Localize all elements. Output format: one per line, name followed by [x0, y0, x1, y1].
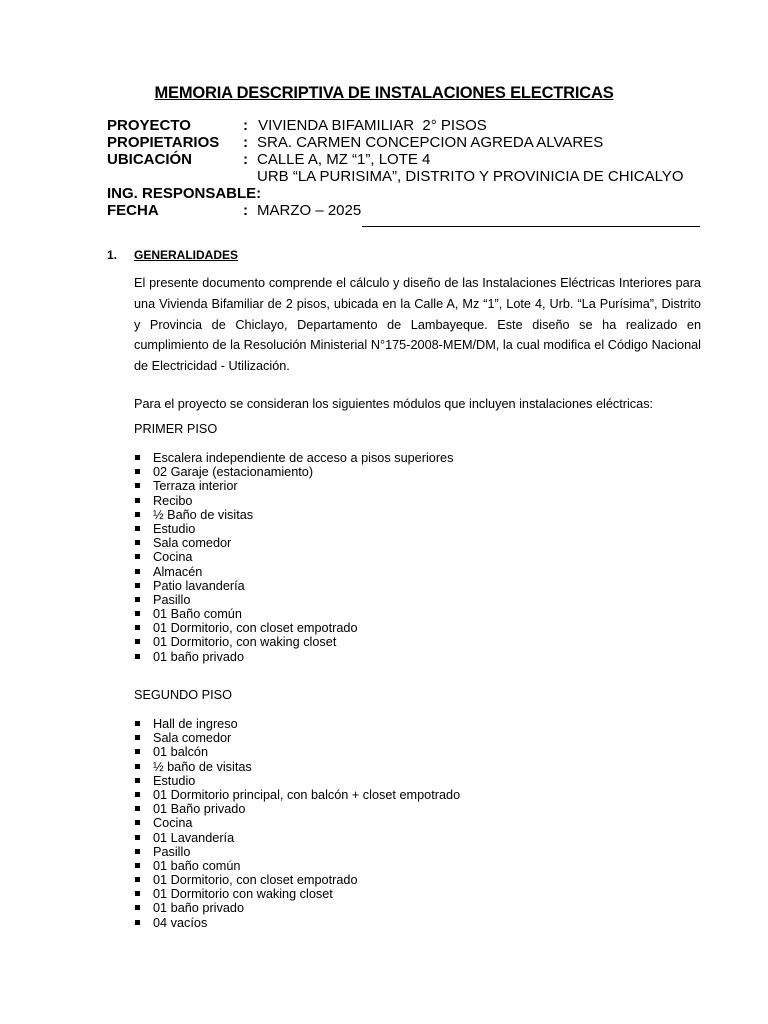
list-item-text: 01 baño privado: [153, 649, 244, 664]
info-row-proyecto: [107, 117, 727, 134]
info-row-propietarios: [107, 134, 727, 151]
bullet-icon: [135, 625, 140, 630]
list-item-text: 02 Garaje (estacionamiento): [153, 465, 314, 480]
section-number: 1.: [107, 248, 118, 262]
modules-intro-paragraph: Para el proyecto se consideran los siguientes módulos que incluyen instalaciones eléctricas:: [134, 397, 654, 411]
bullet-icon: [135, 554, 140, 559]
ing-responsable-label: ING. RESPONSABLE:: [107, 185, 262, 202]
list-item-text: Pasillo: [153, 592, 191, 607]
info-row-ubicacion: [107, 151, 727, 168]
bullet-icon: [135, 849, 140, 854]
list-item-text: 01 baño privado: [153, 901, 244, 916]
fecha-separator: :: [243, 202, 248, 219]
list-item-text: 01 balcón: [153, 745, 209, 760]
bullet-icon: [135, 455, 140, 460]
bullet-icon: [135, 877, 140, 882]
propietarios-value: SRA. CARMEN CONCEPCION AGREDA ALVARES: [257, 134, 604, 151]
bullet-icon: [135, 806, 140, 811]
header-divider: [362, 226, 700, 227]
bullet-icon: [135, 654, 140, 659]
ubicacion-label: UBICACIÓN: [107, 151, 192, 168]
bullet-icon: [135, 721, 140, 726]
proyecto-value: VIVIENDA BIFAMILIAR 2° PISOS: [254, 117, 487, 134]
bullet-icon: [135, 540, 140, 545]
bullet-icon: [135, 611, 140, 616]
bullet-icon: [135, 597, 140, 602]
list-item-text: Cocina: [153, 550, 193, 565]
bullet-icon: [135, 526, 140, 531]
section-title: GENERALIDADES: [134, 248, 239, 262]
info-row-ubicacion-2: [107, 168, 727, 185]
bullet-icon: [135, 835, 140, 840]
list-item-text: 01 Dormitorio principal, con balcón + closet empotrado: [153, 787, 461, 802]
list-item-text: 04 vacíos: [153, 915, 208, 930]
bullet-icon: [135, 749, 140, 754]
bullet-icon: [135, 735, 140, 740]
bullet-icon: [135, 778, 140, 783]
proyecto-label: PROYECTO: [107, 117, 191, 134]
bullet-icon: [135, 469, 140, 474]
proyecto-separator: :: [243, 117, 248, 134]
propietarios-label: PROPIETARIOS: [107, 134, 220, 151]
list-item-text: Almacén: [153, 564, 203, 579]
list-item-text: Terraza interior: [153, 479, 238, 494]
fecha-value: MARZO – 2025: [257, 202, 362, 219]
ubicacion-value: CALLE A, MZ “1”, LOTE 4: [257, 151, 431, 168]
list-item-text: 01 Dormitorio, con closet empotrado: [153, 621, 358, 636]
list-item-text: Estudio: [153, 521, 196, 536]
bullet-icon: [135, 639, 140, 644]
bullet-icon: [135, 498, 140, 503]
bullet-icon: [135, 512, 140, 517]
list-item-text: Escalera independiente de acceso a pisos superiores: [153, 451, 454, 465]
info-row-fecha: [107, 202, 727, 219]
bullet-icon: [135, 863, 140, 868]
list-item-text: 01 Lavandería: [153, 830, 235, 845]
project-info-block: [107, 117, 727, 219]
ubicacion-separator: :: [243, 151, 248, 168]
list-item-text: Cocina: [153, 816, 193, 831]
list-item-text: 01 Baño privado: [153, 802, 246, 817]
bullet-icon: [135, 820, 140, 825]
bullet-icon: [135, 792, 140, 797]
primer-piso-label: PRIMER PISO: [134, 422, 218, 436]
list-item-text: 01 Dormitorio, con closet empotrado: [153, 873, 358, 888]
list-item-text: 01 Baño común: [153, 607, 242, 622]
list-item-text: 01 Dormitorio con waking closet: [153, 887, 333, 902]
list-item-text: 01 baño común: [153, 858, 241, 873]
bullet-icon: [135, 764, 140, 769]
document-title: MEMORIA DESCRIPTIVA DE INSTALACIONES ELECTRICAS: [154, 84, 614, 102]
bullet-icon: [135, 569, 140, 574]
bullet-icon: [135, 891, 140, 896]
list-item-text: 01 Dormitorio, con waking closet: [153, 635, 337, 650]
list-item-text: ½ baño de visitas: [153, 759, 252, 774]
bullet-icon: [135, 905, 140, 910]
list-item-text: Patio lavandería: [153, 578, 245, 593]
list-item-text: Sala comedor: [153, 731, 232, 746]
list-item-text: Pasillo: [153, 844, 191, 859]
propietarios-separator: :: [243, 134, 248, 151]
info-row-ing-responsable: [107, 185, 727, 202]
list-item-text: ½ Baño de visitas: [153, 507, 254, 522]
list-item-text: Hall de ingreso: [153, 717, 238, 731]
bullet-icon: [135, 920, 140, 925]
fecha-label: FECHA: [107, 202, 159, 219]
segundo-piso-label: SEGUNDO PISO: [134, 688, 232, 702]
list-item-text: Sala comedor: [153, 536, 232, 551]
generalidades-paragraph: El presente documento comprende el cálculo y diseño de las Instalaciones Eléctricas Interiores para una Vivienda Bifamiliar de 2 pisos, ubicada en la Calle A, Mz “1”, Lote 4, Urb. “La Purísima”, Distrito y Provincia de Chiclayo, Departamento de Lambayeque. Este diseño se ha realizado en cumplimiento de la Resolución Ministerial N°175-2008-MEM/DM, la cual modifica el Código Nacional de Electricidad - Utilización.: [134, 276, 701, 374]
list-item-text: Recibo: [153, 493, 193, 508]
section-heading-generalidades: [107, 248, 238, 262]
bullet-icon: [135, 483, 140, 488]
bullet-icon: [135, 583, 140, 588]
ubicacion-value-line-2: URB “LA PURISIMA”, DISTRITO Y PROVINICIA DE CHICALYO: [257, 168, 684, 185]
list-item-text: Estudio: [153, 773, 196, 788]
